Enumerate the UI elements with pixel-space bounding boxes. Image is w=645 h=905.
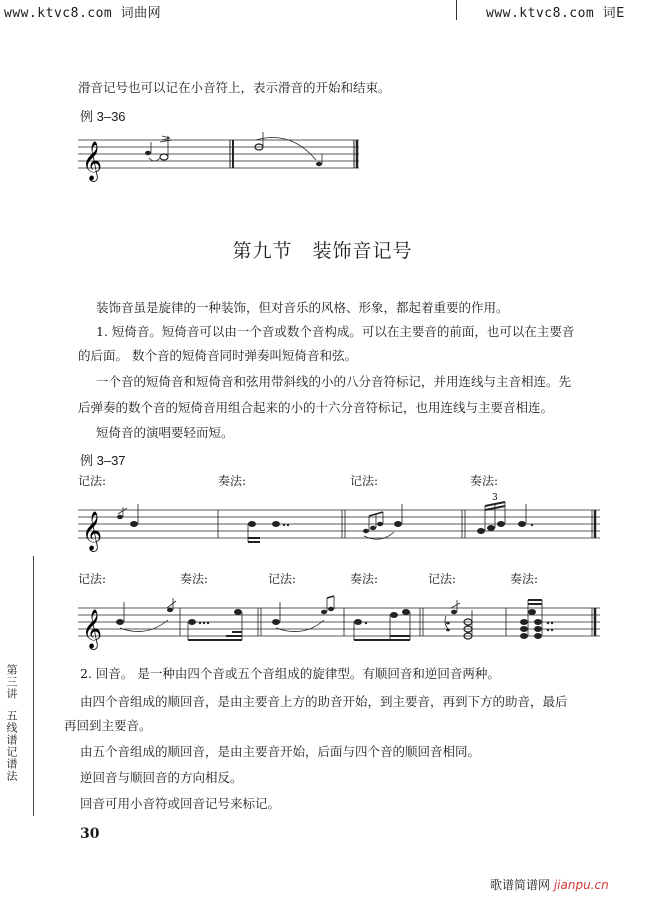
sidebar-rule [33, 556, 34, 816]
notation-label: 记法: [78, 474, 107, 488]
paragraph: 回音可用小音符或回音记号来标记。 [80, 796, 281, 811]
performance-label: 奏法: [218, 474, 247, 488]
page-number: 30 [80, 826, 100, 842]
treble-clef-icon: 𝄞 [82, 511, 103, 551]
chapter-title: 五线谱记谱法 [5, 710, 18, 782]
performance-label: 奏法: [510, 572, 539, 586]
notation-label: 记法: [268, 572, 297, 586]
footer-watermark [490, 876, 609, 893]
staff-example-1 [76, 128, 366, 183]
example-label: 例 3–36 [80, 109, 126, 124]
section-heading: 第九节 装饰音记号 [232, 240, 413, 262]
paragraph: 装饰音虽是旋律的一种装饰，但对音乐的风格、形象，都起着重要的作用。 [96, 300, 509, 315]
watermark-cn: 词曲网 [120, 6, 162, 21]
paragraph: 一个音的短倚音和短倚音和弦用带斜线的小的八分音符标记，并用连线与主音相连。先 [96, 374, 572, 389]
corner-rule [456, 0, 457, 20]
staff-example-2-row2 [76, 590, 606, 650]
performance-label: 奏法: [180, 572, 209, 586]
paragraph: 短倚音的演唱要轻而短。 [96, 425, 234, 440]
intro-text: 滑音记号也可以记在小音符上，表示滑音的开始和结束。 [78, 80, 391, 95]
footer-site: jianpu.cn [553, 878, 609, 892]
chapter-sidebar [4, 664, 30, 782]
paragraph: 由五个音组成的顺回音，是由主要音开始，后面与四个音的顺回音相同。 [80, 744, 481, 759]
treble-clef-icon: 𝄞 [82, 141, 103, 181]
paragraph: 再回到主要音。 [64, 718, 152, 733]
staff-example-2-row1 [76, 492, 606, 552]
performance-label: 奏法: [470, 474, 499, 488]
chapter-number: 第三讲 [5, 664, 18, 700]
performance-label: 奏法: [350, 572, 379, 586]
paragraph: 逆回音与顺回音的方向相反。 [80, 770, 243, 785]
watermark-url: www.ktvc8.com [4, 6, 113, 21]
footer-text: 歌谱简谱网 [490, 878, 551, 892]
paragraph: 的后面。 数个音的短倚音同时弹奏叫短倚音和弦。 [78, 348, 357, 363]
notation-label: 记法: [428, 572, 457, 586]
watermark-left [4, 2, 161, 21]
watermark-cn: 词E [602, 6, 625, 21]
paragraph: 后弹奏的数个音的短倚音用组合起来的小的十六分音符标记，也用连线与主要音相连。 [78, 400, 554, 415]
paragraph: 2. 回音。 是一种由四个音或五个音组成的旋律型。有顺回音和逆回音两种。 [80, 666, 500, 681]
treble-clef-icon: 𝄞 [82, 609, 103, 649]
notation-label: 记法: [350, 474, 379, 488]
watermark-url: www.ktvc8.com [486, 6, 595, 21]
triplet-number: 3 [492, 493, 498, 503]
paragraph: 由四个音组成的顺回音，是由主要音上方的助音开始，到主要音，再到下方的助音，最后 [80, 694, 568, 709]
watermark-right [486, 2, 625, 21]
example-label: 例 3–37 [80, 453, 126, 468]
paragraph: 1. 短倚音。短倚音可以由一个音或数个音构成。可以在主要音的前面，也可以在主要音 [96, 324, 575, 339]
notation-label: 记法: [78, 572, 107, 586]
